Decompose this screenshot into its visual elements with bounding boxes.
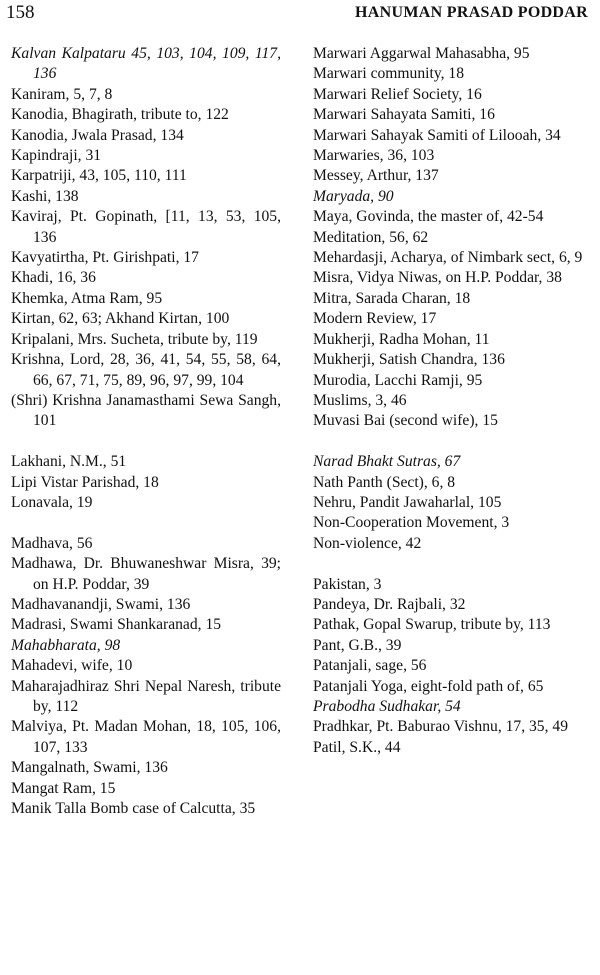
- index-entry: Lipi Vistar Parishad, 18: [11, 473, 159, 491]
- index-entry: Muvasi Bai (second wife), 15: [313, 412, 498, 430]
- index-entry: Kripalani, Mrs. Sucheta, tribute by, 119: [11, 330, 258, 348]
- index-entry: Khemka, Atma Ram, 95: [11, 289, 163, 307]
- index-entry: Patanjali Yoga, eight-fold path of, 65: [313, 677, 544, 695]
- index-entry: Mahadevi, wife, 10: [11, 657, 133, 675]
- index-entry: Madhava, 56: [11, 534, 93, 552]
- index-entry: Madrasi, Swami Shankaranad, 15: [11, 616, 222, 634]
- index-entry: Madhavanandji, Swami, 136: [11, 595, 191, 613]
- index-entry: Kaniram, 5, 7, 8: [11, 85, 113, 103]
- index-entry: Nath Panth (Sect), 6, 8: [313, 473, 456, 491]
- index-entry: Patanjali, sage, 56: [313, 657, 427, 675]
- index-column-left: [11, 44, 281, 819]
- index-entry: Mukherji, Satish Chandra, 136: [313, 351, 505, 369]
- index-entry: Marwari Aggarwal Mahasabha, 95: [313, 45, 530, 62]
- index-entry: Non-violence, 42: [313, 534, 422, 552]
- index-entry: Kalvan Kalpataru 45, 103, 104, 109, 117, 136: [11, 45, 281, 83]
- running-head: HANUMAN PRASAD PODDAR: [355, 4, 588, 21]
- index-entry: Pandeya, Dr. Rajbali, 32: [313, 595, 466, 613]
- index-entry: Prabodha Sudhakar, 54: [313, 697, 461, 715]
- index-column-right: [313, 44, 591, 758]
- index-entry: Pathak, Gopal Swarup, tribute by, 113: [313, 616, 551, 634]
- index-entry: Kirtan, 62, 63; Akhand Kirtan, 100: [11, 310, 230, 328]
- index-entry: Kanodia, Bhagirath, tribute to, 122: [11, 106, 229, 124]
- index-entry: Kapindraji, 31: [11, 147, 102, 165]
- index-entry: Mukherji, Radha Mohan, 11: [313, 330, 490, 348]
- index-entry: Murodia, Lacchi Ramji, 95: [313, 371, 483, 389]
- index-entry: Meditation, 56, 62: [313, 228, 429, 246]
- index-entry: Mahabharata, 98: [11, 636, 121, 654]
- index-entry: Malviya, Pt. Madan Mohan, 18, 105, 106, 107, 133: [11, 718, 281, 756]
- index-entry: Lakhani, N.M., 51: [11, 453, 127, 471]
- index-entry: Marwari Relief Society, 16: [313, 85, 482, 103]
- index-entry: Manik Talla Bomb case of Calcutta, 35: [11, 800, 256, 817]
- index-entry: Messey, Arthur, 137: [313, 167, 439, 185]
- index-entry: Mangalnath, Swami, 136: [11, 759, 168, 777]
- index-entry: Marwari Sahayata Samiti, 16: [313, 106, 495, 124]
- index-entry: Modern Review, 17: [313, 310, 437, 328]
- index-entry: Kavyatirtha, Pt. Girishpati, 17: [11, 249, 199, 267]
- index-entry: Pant, G.B., 39: [313, 636, 402, 654]
- index-entry: Marwari community, 18: [313, 65, 464, 83]
- index-entry: Marwari Sahayak Samiti of Lilooah, 34: [313, 126, 561, 144]
- index-entry: Lonavala, 19: [11, 493, 93, 511]
- index-entry: Muslims, 3, 46: [313, 391, 407, 409]
- index-entry: Khadi, 16, 36: [11, 269, 96, 287]
- index-entry: Krishna, Lord, 28, 36, 41, 54, 55, 58, 64, 66, 67, 71, 75, 89, 96, 97, 99, 104: [11, 351, 281, 389]
- index-entry: Kanodia, Jwala Prasad, 134: [11, 126, 184, 144]
- index-entry: Patil, S.K., 44: [313, 738, 401, 756]
- index-entry: Pradhkar, Pt. Baburao Vishnu, 17, 35, 49: [313, 718, 568, 736]
- index-entry: Mangat Ram, 15: [11, 779, 116, 797]
- index-entry: Non-Cooperation Movement, 3: [313, 514, 510, 532]
- index-entry: Marwaries, 36, 103: [313, 147, 435, 165]
- index-entry: Madhawa, Dr. Bhuwaneshwar Misra, 39; on H.P. Poddar, 39: [11, 555, 281, 593]
- index-entry: Maharajadhiraz Shri Nepal Naresh, tribute by, 112: [11, 677, 281, 715]
- index-entry: Maryada, 90: [313, 187, 394, 205]
- index-entry: Misra, Vidya Niwas, on H.P. Poddar, 38: [313, 269, 562, 287]
- index-entry: Mitra, Sarada Charan, 18: [313, 289, 471, 307]
- index-entry: Maya, Govinda, the master of, 42-54: [313, 208, 544, 226]
- index-entry: Narad Bhakt Sutras, 67: [313, 453, 461, 471]
- page-number: 158: [6, 2, 35, 23]
- index-entry: Pakistan, 3: [313, 575, 382, 593]
- index-entry: Mehardasji, Acharya, of Nimbark sect, 6, 9: [313, 249, 583, 267]
- index-entry: Karpatriji, 43, 105, 110, 111: [11, 167, 187, 185]
- index-entry: (Shri) Krishna Janamasthami Sewa Sangh, 101: [11, 391, 281, 430]
- index-entry: Nehru, Pandit Jawaharlal, 105: [313, 493, 502, 511]
- index-entry: Kashi, 138: [11, 187, 79, 205]
- index-entry: Kaviraj, Pt. Gopinath, [11, 13, 53, 105, 136: [11, 208, 281, 246]
